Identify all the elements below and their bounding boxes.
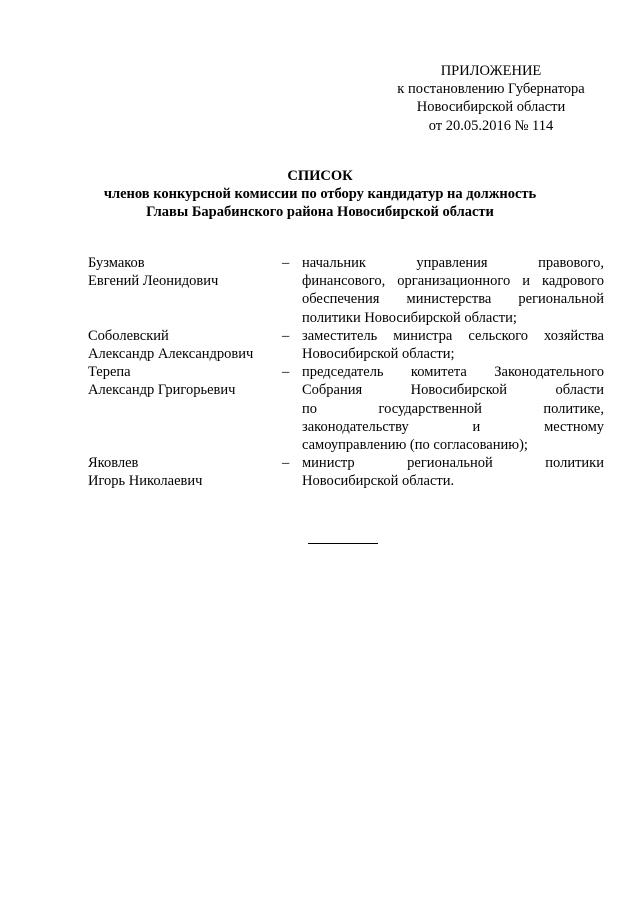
member-role-line: заместитель министра сельского хозяйства	[302, 327, 604, 344]
member-role	[302, 327, 604, 363]
member-dash: –	[282, 255, 290, 271]
member-role-line: по государственной политике,	[302, 400, 604, 417]
document-title	[40, 167, 600, 222]
member-role-line: финансового, организационного и кадрового	[302, 273, 604, 290]
appendix-line-date: от 20.05.2016 № 114	[428, 117, 554, 134]
member-role-line: председатель комитета Законодательного	[302, 364, 604, 381]
member-dash: –	[282, 364, 290, 381]
member-role	[302, 363, 604, 454]
member-role-line: Собрания Новосибирской области	[302, 382, 604, 399]
member-given-names: Александр Александрович	[88, 346, 254, 363]
member-surname: Бузмаков	[88, 255, 145, 271]
member-list	[88, 254, 604, 491]
title-subtitle-line1: членов конкурсной комиссии по отбору кандидатур на должность	[103, 186, 537, 203]
member-role-line: политики Новосибирской области;	[302, 309, 517, 326]
member-role-line: Новосибирской области;	[302, 346, 455, 363]
appendix-line-decree: к постановлению Губернатора	[397, 81, 585, 98]
member-name	[88, 327, 282, 363]
member-row	[88, 254, 604, 327]
member-role-line: министр региональной политики	[302, 455, 604, 472]
member-given-names: Александр Григорьевич	[88, 382, 236, 399]
closing-rule	[308, 543, 378, 544]
member-row	[88, 363, 604, 454]
member-role-line: Новосибирской области.	[302, 473, 455, 490]
member-name	[88, 454, 282, 490]
member-dash: –	[282, 327, 290, 344]
member-name	[88, 363, 282, 454]
appendix-line-region: Новосибирской области	[416, 99, 566, 116]
title-subtitle-line2: Главы Барабинского района Новосибирской области	[146, 204, 494, 221]
appendix-block	[380, 62, 602, 135]
member-role-line: обеспечения министерства региональной	[302, 291, 604, 308]
member-dash: –	[282, 455, 290, 472]
member-role-line: самоуправлению (по согласованию);	[302, 437, 528, 454]
member-name	[88, 254, 282, 327]
member-role-line: законодательству и местному	[302, 418, 604, 435]
title-main: СПИСОК	[287, 168, 353, 184]
member-role	[302, 254, 604, 327]
member-role	[302, 454, 604, 490]
appendix-heading: ПРИЛОЖЕНИЕ	[440, 63, 542, 79]
member-role-line: начальник управления правового,	[302, 255, 604, 271]
member-surname: Терепа	[88, 364, 131, 381]
member-surname: Соболевский	[88, 327, 169, 344]
member-row	[88, 327, 604, 363]
member-row	[88, 454, 604, 490]
member-given-names: Евгений Леонидович	[88, 273, 219, 290]
member-given-names: Игорь Николаевич	[88, 473, 203, 490]
member-surname: Яковлев	[88, 455, 139, 472]
